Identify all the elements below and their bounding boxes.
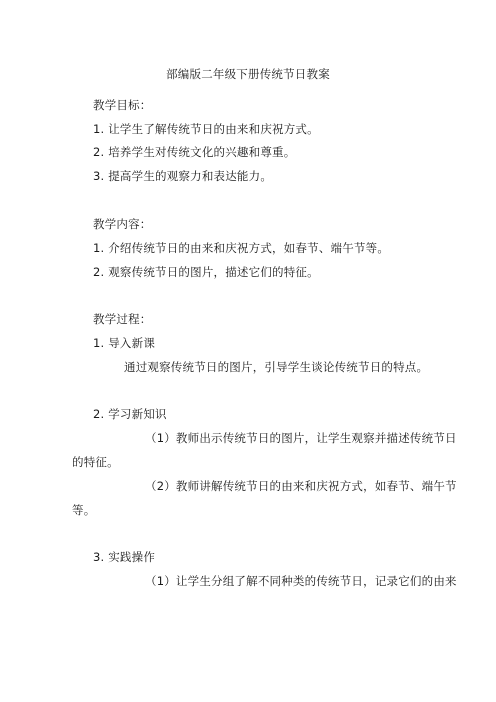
section-heading-content: 教学内容：	[93, 217, 152, 231]
objective-item: 3. 提高学生的观察力和表达能力。	[93, 169, 273, 183]
section-heading-process: 教学过程：	[93, 312, 152, 326]
process-step-title: 3. 实践操作	[93, 550, 156, 564]
objective-item: 1. 让学生了解传统节日的由来和庆祝方式。	[93, 122, 319, 136]
objective-item: 2. 培养学生对传统文化的兴趣和尊重。	[93, 145, 296, 159]
process-step-title: 1. 导入新课	[93, 336, 156, 350]
process-substep-text: （1）让学生分组了解不同种类的传统节日，记录它们的由来	[145, 574, 457, 588]
process-step-title: 2. 学习新知识	[93, 407, 167, 421]
process-step-text: 通过观察传统节日的图片，引导学生谈论传统节日的特点。	[124, 360, 429, 374]
process-substep-text-cont: 等。	[72, 503, 96, 517]
section-heading-objectives: 教学目标：	[93, 98, 152, 112]
page-title: 部编版二年级下册传统节日教案	[166, 67, 330, 81]
process-substep-text: （2）教师讲解传统节日的由来和庆祝方式，如春节、端午节	[145, 479, 457, 493]
content-item: 2. 观察传统节日的图片，描述它们的特征。	[93, 265, 319, 279]
process-substep-text-cont: 的特征。	[72, 455, 119, 469]
process-substep-text: （1）教师出示传统节日的图片，让学生观察并描述传统节日	[145, 431, 457, 445]
content-item: 1. 介绍传统节日的由来和庆祝方式，如春节、端午节等。	[93, 241, 390, 255]
